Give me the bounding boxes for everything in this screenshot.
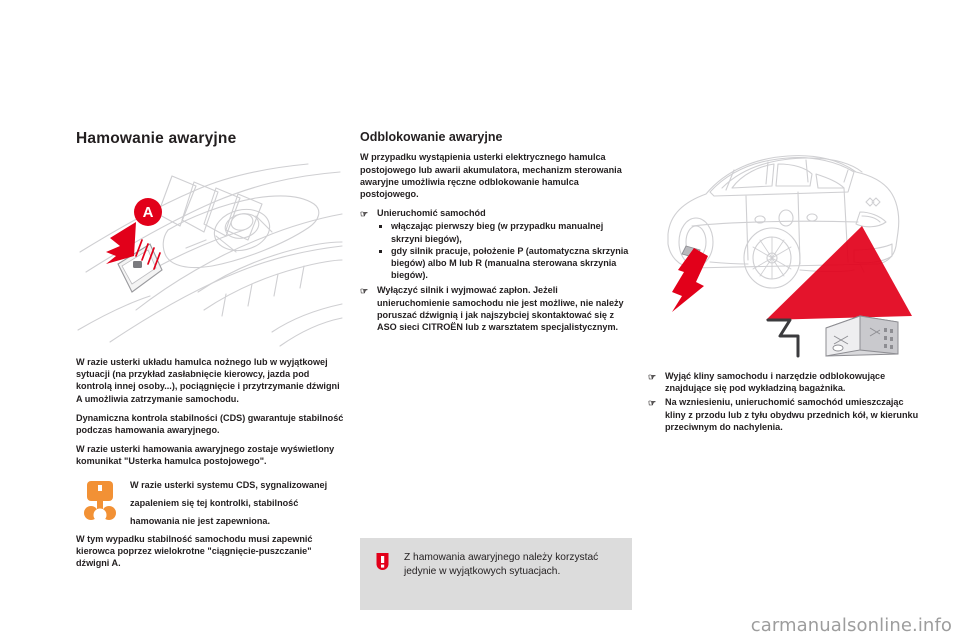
hand-pointer-icon: ☞ [648,371,657,382]
mid-intro: W przypadku wystąpienia usterki elektrycznego hamulca postojowego lub awarii akumulatora, mechanizm sterowania awaryjne umożliwia ręczne odblokowanie hamulca postojowego. [360,152,622,199]
cds-warning-text: W razie usterki systemu CDS, sygnalizowanej zapaleniem się tej kontrolki, stabilność hamowania nie jest zapewniona. [130,479,328,526]
vehicle-rear-wheel-chock-illustration [648,130,920,358]
mid-sub-1: włączając pierwszy bieg (w przypadku manualnej skrzyni biegów), [391,221,604,244]
left-paragraph-2: Dynamiczna kontrola stabilności (CDS) gwarantuje stabilność podczas hamowania awaryjnego. [76,412,344,436]
square-bullet-icon [379,250,382,253]
right-step-2-text: Na wzniesieniu, unieruchomić samochód umieszczając kliny z przodu lub z tyłu obydwu przednich kół, w kierunku przeciwnym do nachylenia. [665,397,919,432]
left-paragraph-3: W razie usterki hamowania awaryjnego zostaje wyświetlony komunikat "Usterka hamulca postojowego". [76,444,335,467]
cds-warning-callout [76,475,344,529]
mid-step-1-text: Unieruchomić samochód [377,208,486,219]
svg-text:A: A [142,204,154,222]
list-item [648,370,920,394]
hand-pointer-icon: ☞ [648,397,657,408]
list-item [360,284,632,333]
callout-badge-a [134,198,162,226]
hand-pointer-icon: ☞ [360,285,369,296]
list-item [377,220,632,244]
emergency-braking-warning-text: Z hamowania awaryjnego należy korzystać jedynie w wyjątkowych sytuacjach. [404,552,599,578]
emergency-braking-warning-box [360,538,632,610]
right-step-1-text: Wyjąć kliny samochodu i narzędzie odblokowujące znajdujące się pod wykładziną bagażnika. [665,371,886,394]
warning-triangle-orange-icon [78,477,122,523]
mid-heading: Odblokowanie awaryjne [360,130,503,144]
hand-pointer-icon: ☞ [360,208,369,219]
right-step-list [648,370,920,433]
left-column [76,130,344,576]
right-column [648,130,920,435]
list-item [377,245,632,282]
mid-sub-2: gdy silnik pracuje, położenie P (automatyczna skrzynia biegów) albo M lub R (manualna sterowana skrzynia biegów). [391,245,629,281]
mid-step-list [360,207,632,333]
site-watermark: carmanualsonline.info [750,615,952,636]
list-item [648,396,920,433]
left-paragraph-1: W razie usterki układu hamulca nożnego lub w wyjątkowej sytuacji (na przykład zasłabnięcie kierowcy, jazda pod kontrolą innej osoby...), pociągnięcie i przytrzymanie dźwigni A umożliwia zatrzymanie samochodu. [76,357,340,404]
mid-step-2-text: Wyłączyć silnik i wyjmować zapłon. Jeżeli unieruchomienie samochodu nie jest możliwe, nie należy poruszać dźwignią i jak najszybciej skontaktować się z ASO sieci CITROËN lub z warsztatem specjalistycznym. [377,285,624,333]
page-title: Hamowanie awaryjne [76,130,237,147]
list-item [360,207,632,281]
mid-column [360,130,632,335]
warning-exclamation-red-icon [374,553,391,572]
center-console-handbrake-lever-illustration [76,160,344,347]
mid-step-1-sublist [377,220,632,281]
left-paragraph-4: W tym wypadku stabilność samochodu musi zapewnić kierowca poprzez wielokrotne "ciągnięcie-puszczanie" dźwigni A. [76,533,313,569]
square-bullet-icon [379,225,382,228]
